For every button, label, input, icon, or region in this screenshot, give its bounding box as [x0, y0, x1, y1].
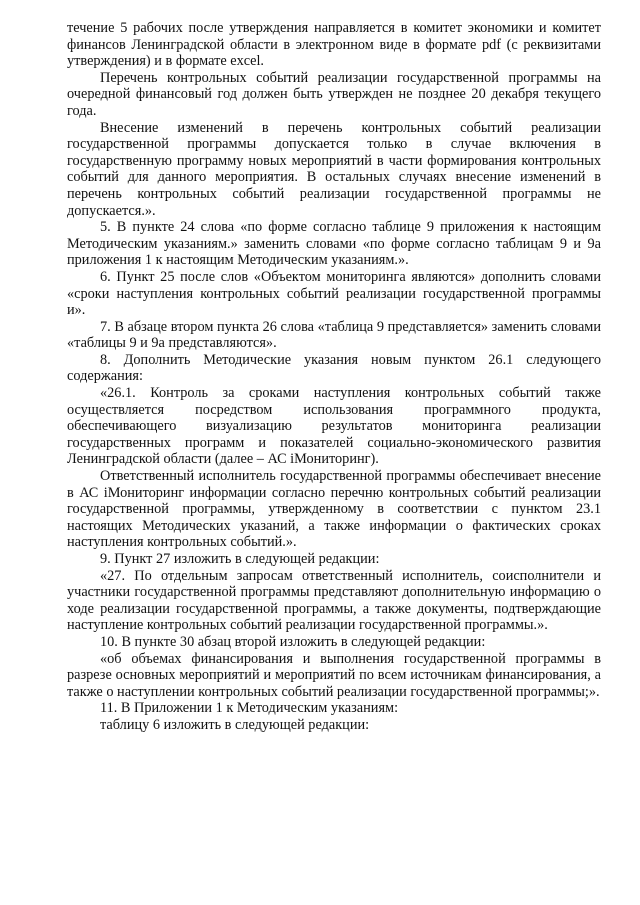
paragraph-item-11: 11. В Приложении 1 к Методическим указаниям: [100, 700, 399, 717]
paragraph-26-1: «26.1. Контроль за сроками наступления контрольных событий также осуществляется посредством использования программного продукта, обеспечивающего визуализацию результатов мониторинга реализации государственных программ и показателей социально-экономического развития Ленинградской области (далее – АС iМониторинг). [67, 385, 601, 468]
paragraph-deadline: Перечень контрольных событий реализации государственной программы на очередной финансовый год должен быть утвержден не позднее 20 декабря текущего года. [67, 69, 601, 119]
paragraph-item-6: 6. Пункт 25 после слов «Объектом мониторинга являются» дополнить словами «сроки наступления контрольных событий реализации государственной программы и». [67, 268, 601, 319]
paragraph-item-9: 9. Пункт 27 изложить в следующей редакции: [100, 551, 380, 567]
paragraph-item-8: 8. Дополнить Методические указания новым пунктом 26.1 следующего содержания: [67, 351, 601, 385]
paragraph-item-7: 7. В абзаце втором пункта 26 слова «таблица 9 представляется» заменить словами «таблицы 9 и 9а представляются». [67, 318, 601, 352]
paragraph-item-10: 10. В пункте 30 абзац второй изложить в следующей редакции: [100, 633, 486, 650]
paragraph-item-5: 5. В пункте 24 слова «по форме согласно таблице 9 приложения к настоящим Методическим указаниям.» заменить словами «по форме согласно таблицам 9 и 9а приложения 1 к настоящим Методическим указаниям.». [67, 219, 601, 269]
paragraph-responsible-executor: Ответственный исполнитель государственной программы обеспечивает внесение в АС iМониторинг информации согласно перечню контрольных событий реализации государственной программы, утвержденному в соответствии с пунктом 23.1 настоящих Методических указаний, а также информации о фактических сроках наступления контрольных событий.». [67, 468, 601, 551]
paragraph-table-6: таблицу 6 изложить в следующей редакции: [100, 716, 370, 733]
paragraph-27: «27. По отдельным запросам ответственный исполнитель, соисполнители и участники государственной программы представляют дополнительную информацию о ходе реализации государственной программы, а также документы, подтверждающие наступление контрольных событий реализации государственной программы.». [67, 567, 601, 634]
paragraph-changes-rule: Внесение изменений в перечень контрольных событий реализации государственной программы допускается только в случае включения в государственную программу новых мероприятий в части формирования контрольных событий для данного мероприятия. В остальных случаях внесение изменений в перечень контрольных событий реализации государственной программы не допускается.». [67, 119, 601, 219]
document-body [67, 20, 601, 734]
paragraph-continuation: течение 5 рабочих после утверждения направляется в комитет экономики и комитет финансов Ленинградской области в электронном виде в формате pdf (с реквизитами утверждения) и в формате excel. [67, 20, 601, 70]
paragraph-financing: «об объемах финансирования и выполнения государственной программы в разрезе основных мероприятий и мероприятий по всем источникам финансирования, а также о наступлении контрольных событий реализации государственной программы;». [67, 650, 601, 700]
